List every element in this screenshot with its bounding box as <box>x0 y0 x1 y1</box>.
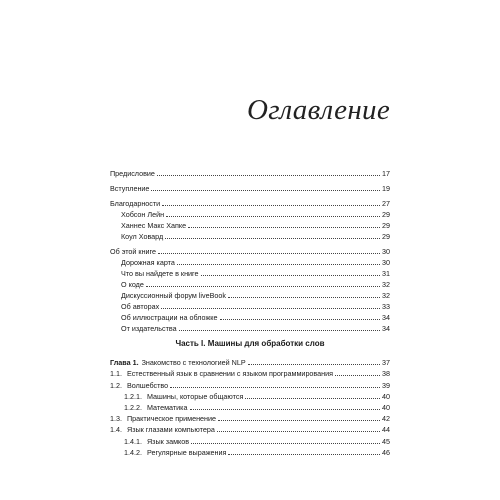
toc-entry-page: 32 <box>382 291 390 300</box>
dot-leader <box>162 205 380 206</box>
dot-leader <box>157 175 380 176</box>
toc-entry-hobson-lane <box>121 208 390 219</box>
toc-entry-label: Что вы найдете в книге <box>121 269 199 278</box>
dot-leader <box>166 216 380 217</box>
toc-entry-label: Вступление <box>110 184 150 193</box>
dot-leader <box>165 238 380 239</box>
toc-entry-page: 46 <box>382 448 390 457</box>
section-number: 1.2.2. <box>124 403 142 412</box>
toc-entry-label: Регулярные выражения <box>146 448 227 457</box>
toc-entry-label: Математика <box>146 403 188 412</box>
dot-leader <box>170 387 380 388</box>
toc-entry-page: 37 <box>382 358 390 367</box>
toc-entry-label: Естественный язык в сравнении с языком программирования <box>127 369 334 378</box>
page-title: Оглавление <box>247 94 390 126</box>
toc-entry-label: Предисловие <box>110 169 155 178</box>
toc-entry-acknowledgements <box>110 197 390 208</box>
toc-entry-preface <box>110 167 390 178</box>
dot-leader <box>190 409 381 410</box>
toc-entry-chapter-1 <box>110 356 390 367</box>
section-number: 1.2. <box>110 381 122 390</box>
toc-entry-page: 29 <box>382 232 390 241</box>
toc-entry-page: 27 <box>382 199 390 208</box>
toc-entry-from-publisher <box>121 322 390 333</box>
toc-entry-cole-howard <box>121 230 390 241</box>
toc-entry-label: Хобсон Лейн <box>121 210 165 219</box>
toc-entry-label: Ханнес Макс Хапке <box>121 221 187 230</box>
section-number: 1.2.1. <box>124 392 142 401</box>
toc-entry-page: 45 <box>382 437 390 446</box>
toc-entry-section-1-2-1 <box>124 390 390 401</box>
toc-entry-cover-illustration <box>121 311 390 322</box>
section-number: 1.4.1. <box>124 437 142 446</box>
toc-entry-page: 42 <box>382 414 390 423</box>
toc-entry-page: 40 <box>382 403 390 412</box>
dot-leader <box>220 319 381 320</box>
toc-entry-page: 30 <box>382 258 390 267</box>
toc-entry-section-1-4 <box>110 423 390 434</box>
toc-entry-label: О коде <box>121 280 144 289</box>
toc-entry-page: 34 <box>382 324 390 333</box>
toc-entry-label: Дорожная карта <box>121 258 175 267</box>
toc-entry-page: 39 <box>382 381 390 390</box>
part-heading: Часть I. Машины для обработки слов <box>175 339 325 348</box>
chapter-number: Глава 1. <box>110 358 139 367</box>
dot-leader <box>217 431 380 432</box>
toc-entry-page: 44 <box>382 425 390 434</box>
toc-entry-page: 40 <box>382 392 390 401</box>
dot-leader <box>158 253 380 254</box>
toc-entry-label: Коул Ховард <box>121 232 164 241</box>
toc-entry-about-authors <box>121 300 390 311</box>
toc-entry-page: 34 <box>382 313 390 322</box>
toc-entry-label: Благодарности <box>110 199 161 208</box>
toc-entry-page: 38 <box>382 369 390 378</box>
dot-leader <box>161 308 380 309</box>
dot-leader <box>218 420 380 421</box>
dot-leader <box>177 264 380 265</box>
toc-entry-label: От издательства <box>121 324 177 333</box>
dot-leader <box>201 275 380 276</box>
section-number: 1.4. <box>110 425 122 434</box>
dot-leader <box>146 286 380 287</box>
dot-leader <box>245 398 380 399</box>
section-number: 1.3. <box>110 414 122 423</box>
section-number: 1.1. <box>110 369 122 378</box>
dot-leader <box>179 330 380 331</box>
toc-entry-hannes-hapke <box>121 219 390 230</box>
toc-entry-label: Об иллюстрации на обложке <box>121 313 218 322</box>
toc-entry-label: Язык замков <box>146 437 190 446</box>
dot-leader <box>191 443 380 444</box>
toc-entry-section-1-4-2 <box>124 446 390 457</box>
toc-entry-section-1-4-1 <box>124 435 390 446</box>
toc-entry-section-1-2 <box>110 379 390 390</box>
toc-entry-section-1-2-2 <box>124 401 390 412</box>
toc-entry-label: Практическое применение <box>127 414 217 423</box>
toc-entry-page: 29 <box>382 221 390 230</box>
dot-leader <box>228 297 380 298</box>
toc-entry-label: Об авторах <box>121 302 160 311</box>
toc-entry-roadmap <box>121 256 390 267</box>
toc-entry-page: 31 <box>382 269 390 278</box>
toc-entry-page: 17 <box>382 169 390 178</box>
toc-entry-label: Знакомство с технологией NLP <box>141 358 246 367</box>
toc-entry-label: Дискуссионный форум liveBook <box>121 291 226 300</box>
dot-leader <box>335 375 380 376</box>
toc-entry-label: Об этой книге <box>110 247 157 256</box>
toc-entry-intro <box>110 182 390 193</box>
dot-leader <box>228 454 380 455</box>
toc-entry-about-book <box>110 245 390 256</box>
toc-entry-label: Машины, которые общаются <box>146 392 244 401</box>
toc-entry-about-code <box>121 278 390 289</box>
section-number: 1.4.2. <box>124 448 142 457</box>
dot-leader <box>248 364 380 365</box>
toc-entry-section-1-1 <box>110 367 390 378</box>
toc-entry-page: 29 <box>382 210 390 219</box>
dot-leader <box>151 190 380 191</box>
toc-entry-page: 33 <box>382 302 390 311</box>
toc-entry-page: 19 <box>382 184 390 193</box>
toc-entry-page: 32 <box>382 280 390 289</box>
dot-leader <box>188 227 380 228</box>
toc-entry-section-1-3 <box>110 412 390 423</box>
toc-entry-page: 30 <box>382 247 390 256</box>
toc-entry-livebook-forum <box>121 289 390 300</box>
toc-entry-label: Волшебство <box>127 381 169 390</box>
toc-entry-label: Язык глазами компьютера <box>127 425 215 434</box>
toc-entry-whats-inside <box>121 267 390 278</box>
